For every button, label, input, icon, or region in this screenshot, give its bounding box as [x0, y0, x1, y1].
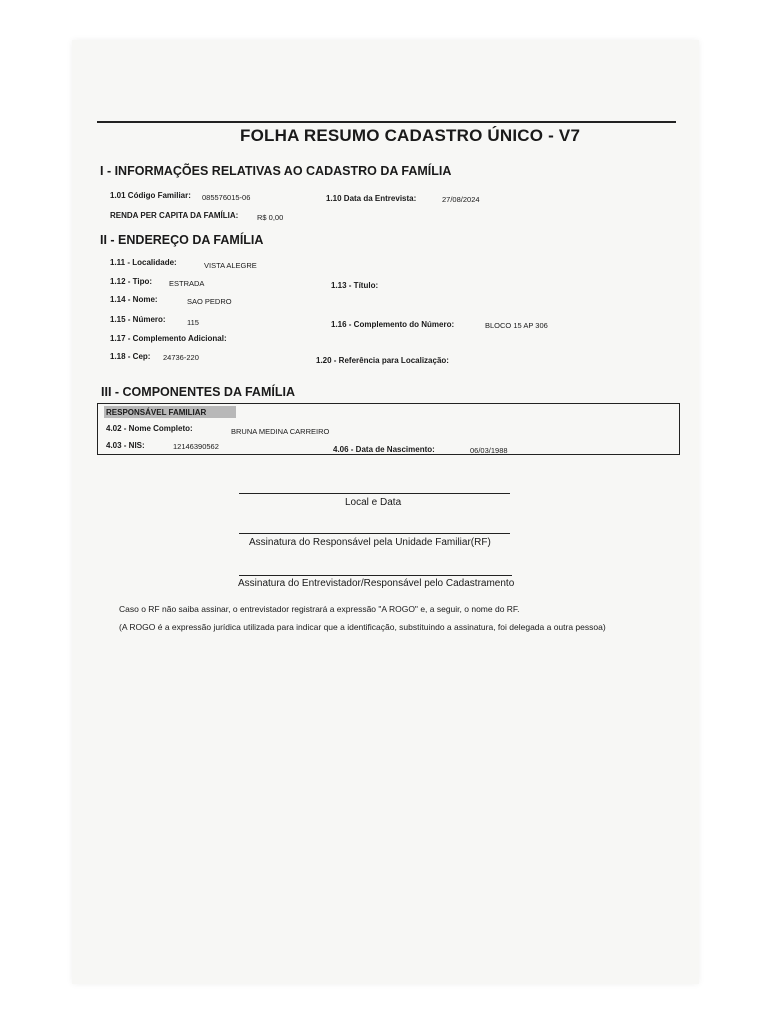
- section-1-heading: I - INFORMAÇÕES RELATIVAS AO CADASTRO DA FAMÍLIA: [100, 164, 452, 178]
- local-data-line: [239, 493, 510, 494]
- codigo-familiar-value: 085576015-06: [202, 193, 251, 202]
- nome-logradouro-label: 1.14 - Nome:: [110, 295, 158, 304]
- tipo-value: ESTRADA: [169, 279, 205, 288]
- local-data-label: Local e Data: [345, 497, 402, 508]
- tipo-label: 1.12 - Tipo:: [110, 277, 153, 286]
- numero-label: 1.15 - Número:: [110, 315, 166, 324]
- nascimento-label: 4.06 - Data de Nascimento:: [333, 445, 435, 454]
- entrevistador-signature-line: [239, 575, 512, 576]
- entrevistador-signature-label: Assinatura do Entrevistador/Responsável pelo Cadastramento: [238, 578, 515, 589]
- data-entrevista-label: 1.10 Data da Entrevista:: [326, 194, 417, 203]
- localidade-label: 1.11 - Localidade:: [110, 258, 177, 267]
- note-line-1: Caso o RF não saiba assinar, o entrevistador registrará a expressão "A ROGO" e, a seguir, o nome do RF.: [119, 604, 520, 614]
- nome-completo-label: 4.02 - Nome Completo:: [106, 424, 193, 433]
- nome-completo-value: BRUNA MEDINA CARREIRO: [231, 427, 330, 436]
- localidade-value: VISTA ALEGRE: [204, 261, 257, 270]
- complemento-numero-label: 1.16 - Complemento do Número:: [331, 320, 455, 329]
- header-rule: [97, 121, 676, 123]
- nis-value: 12146390562: [173, 442, 219, 451]
- referencia-label: 1.20 - Referência para Localização:: [316, 356, 449, 365]
- codigo-familiar-label: 1.01 Código Familiar:: [110, 191, 191, 200]
- titulo-label: 1.13 - Título:: [331, 281, 379, 290]
- cep-label: 1.18 - Cep:: [110, 352, 151, 361]
- note-line-2: (A ROGO é a expressão jurídica utilizada para indicar que a identificação, substituindo a assinatura, foi delegada a outra pessoa): [119, 622, 606, 632]
- data-entrevista-value: 27/08/2024: [442, 195, 480, 204]
- document-sheet: [72, 40, 699, 984]
- complemento-numero-value: BLOCO 15 AP 306: [485, 321, 548, 330]
- nascimento-value: 06/03/1988: [470, 446, 508, 455]
- renda-label: RENDA PER CAPITA DA FAMÍLIA:: [110, 211, 239, 220]
- section-3-heading: III - COMPONENTES DA FAMÍLIA: [101, 385, 295, 399]
- nome-logradouro-value: SAO PEDRO: [187, 297, 232, 306]
- cep-value: 24736-220: [163, 353, 199, 362]
- nis-label: 4.03 - NIS:: [106, 441, 145, 450]
- document-title: FOLHA RESUMO CADASTRO ÚNICO - V7: [240, 126, 581, 145]
- complemento-adicional-label: 1.17 - Complemento Adicional:: [110, 334, 227, 343]
- responsavel-tag: RESPONSÁVEL FAMILIAR: [106, 408, 207, 417]
- responsavel-signature-line: [239, 533, 510, 534]
- responsavel-signature-label: Assinatura do Responsável pela Unidade Familiar(RF): [249, 537, 491, 548]
- renda-value: R$ 0,00: [257, 213, 284, 222]
- section-2-heading: II - ENDEREÇO DA FAMÍLIA: [100, 233, 264, 247]
- numero-value: 115: [187, 318, 199, 327]
